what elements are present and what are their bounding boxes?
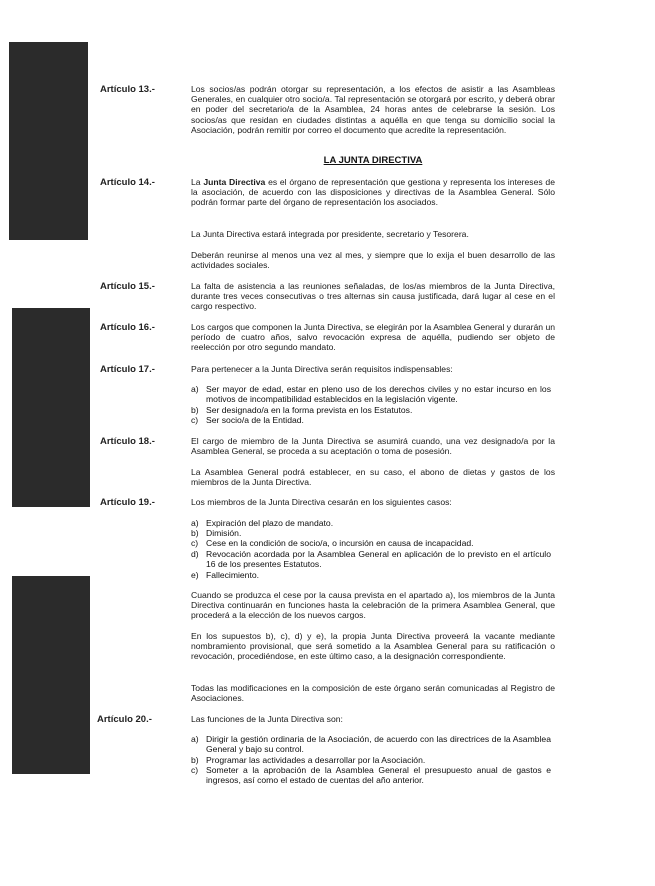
- article-17-item-c: [191, 415, 555, 425]
- article-19-paragraph-3: Todas las modificaciones en la composición de este órgano serán comunicadas al Registro de Asociaciones.: [191, 683, 555, 704]
- article-14-p1-bold: Junta Directiva: [203, 177, 266, 187]
- article-20-item-c: [191, 765, 555, 785]
- article-15-label: Artículo 15.-: [100, 281, 155, 292]
- article-19-item-e: [191, 570, 555, 580]
- article-17-label: Artículo 17.-: [100, 364, 155, 375]
- article-14-paragraph-1: [191, 177, 555, 208]
- list-marker: a): [191, 518, 199, 528]
- article-20-label: Artículo 20.-: [97, 714, 152, 725]
- article-13-text: Los socios/as podrán otorgar su representación, a los efectos de asistir a las Asambleas Generales, en cualquier otro socio/a. Tal representación se otorgará por escrito, y deberá obrar en poder del secretario/a de la Asamblea, 24 horas antes de celebrarse la sesión. Los socios/as que residan en ciudades distintas a aquélla en que tenga su domicilio social la Asociación, podrán remitir por correo el documento que acredite la representación.: [191, 84, 555, 135]
- list-item-text: Cese en la condición de socio/a, o incursión en causa de incapacidad.: [206, 538, 474, 548]
- article-19-item-a: [191, 518, 555, 528]
- article-17-item-b: [191, 405, 555, 415]
- article-20-intro: Las funciones de la Junta Directiva son:: [191, 714, 343, 724]
- list-marker: c): [191, 538, 199, 548]
- list-marker: b): [191, 755, 199, 765]
- article-14-label: Artículo 14.-: [100, 177, 155, 188]
- article-15-text: La falta de asistencia a las reuniones señaladas, de los/as miembros de la Junta Directiva, durante tres veces consecutivas o tres alternas sin causa justificada, dará lugar al cese en el cargo respectivo.: [191, 281, 555, 312]
- article-19-item-d: [191, 549, 555, 569]
- list-item-text: Ser mayor de edad, estar en pleno uso de los derechos civiles y no estar incurso en los motivos de incompatibilidad establecidos en la legislación vigente.: [206, 384, 551, 405]
- article-18-paragraph-1: El cargo de miembro de la Junta Directiva se asumirá cuando, una vez designado/a por la Asamblea General, se proceda a su aceptación o toma de posesión.: [191, 436, 555, 457]
- article-18-label: Artículo 18.-: [100, 436, 155, 447]
- article-14-paragraph-2: La Junta Directiva estará integrada por presidente, secretario y Tesorera.: [191, 229, 469, 239]
- article-20-item-a: [191, 734, 555, 754]
- list-marker: e): [191, 570, 199, 580]
- list-marker: b): [191, 528, 199, 538]
- list-marker: a): [191, 734, 199, 744]
- article-14-paragraph-3: Deberán reunirse al menos una vez al mes, y siempre que lo exija el buen desarrollo de las actividades sociales.: [191, 250, 555, 271]
- list-item-text: Revocación acordada por la Asamblea General en aplicación de lo previsto en el artículo 16 de los presentes Estatutos.: [206, 549, 551, 570]
- list-item-text: Fallecimiento.: [206, 570, 260, 580]
- article-17-intro: Para pertenecer a la Junta Directiva serán requisitos indispensables:: [191, 364, 453, 374]
- article-16-text: Los cargos que componen la Junta Directiva, se elegirán por la Asamblea General y durarán un período de cuatro años, salvo revocación expresa de aquélla, pudiendo ser objeto de reelección por otro segundo mandato.: [191, 322, 556, 353]
- article-19-paragraph-1: Cuando se produzca el cese por la causa prevista en el apartado a), los miembros de la Junta Directiva continuarán en funciones hasta la celebración de la primera Asamblea General, que procederá a la elección de los nuevos cargos.: [191, 590, 555, 621]
- article-19-intro: Los miembros de la Junta Directiva cesarán en los siguientes casos:: [191, 497, 452, 507]
- article-16-label: Artículo 16.-: [100, 322, 155, 333]
- redaction-bar-top: [9, 42, 88, 240]
- list-item-text: Dirigir la gestión ordinaria de la Asociación, de acuerdo con las directrices de la Asamblea General y bajo su control.: [206, 734, 551, 755]
- list-item-text: Expiración del plazo de mandato.: [206, 518, 334, 528]
- list-marker: b): [191, 405, 199, 415]
- article-20-item-b: [191, 755, 555, 765]
- article-19-item-b: [191, 528, 555, 538]
- article-19-label: Artículo 19.-: [100, 497, 155, 508]
- section-heading: LA JUNTA DIRECTIVA: [323, 155, 423, 166]
- article-14-p1-pre: La: [191, 177, 204, 187]
- list-marker: a): [191, 384, 199, 394]
- article-17-item-a: [191, 384, 555, 404]
- list-item-text: Someter a la aprobación de la Asamblea General el presupuesto anual de gastos e ingresos, así como el estado de cuentas del año anterior.: [206, 765, 551, 786]
- list-item-text: Ser designado/a en la forma prevista en los Estatutos.: [206, 405, 413, 415]
- article-19-item-c: [191, 538, 555, 548]
- list-marker: c): [191, 765, 199, 775]
- article-13-label: Artículo 13.-: [100, 84, 155, 95]
- list-marker: c): [191, 415, 199, 425]
- redaction-bar-bottom: [12, 576, 90, 774]
- list-item-text: Programar las actividades a desarrollar por la Asociación.: [206, 755, 426, 765]
- article-14-p1-post: es el órgano de representación que gestiona y representa los intereses de la asociación, de acuerdo con las disposiciones y directivas de la Asamblea General. Sólo podrán formar parte del órgano de representación los asociados.: [191, 177, 555, 208]
- article-18-paragraph-2: La Asamblea General podrá establecer, en su caso, el abono de dietas y gastos de los miembros de la Junta Directiva.: [191, 467, 555, 488]
- list-marker: d): [191, 549, 199, 559]
- list-item-text: Ser socio/a de la Entidad.: [206, 415, 304, 425]
- list-item-text: Dimisión.: [206, 528, 242, 538]
- redaction-bar-middle: [12, 308, 90, 507]
- article-19-paragraph-2: En los supuestos b), c), d) y e), la propia Junta Directiva proveerá la vacante mediante nombramiento provisional, que será sometido a la Asamblea General para su ratificación o revocación, procediéndose, en este último caso, a la designación correspondiente.: [191, 631, 555, 662]
